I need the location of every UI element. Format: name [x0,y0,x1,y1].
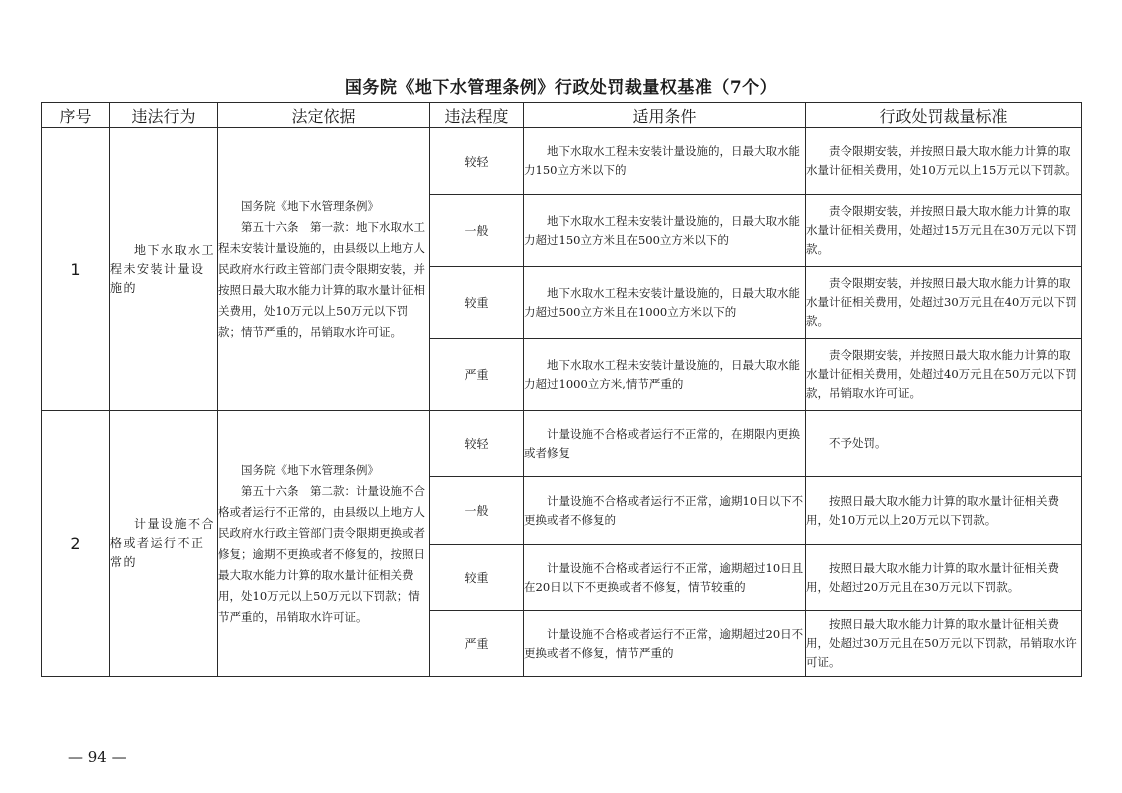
header-violation: 违法行为 [110,103,218,128]
header-legal-basis: 法定依据 [218,103,430,128]
header-condition: 适用条件 [524,103,806,128]
condition-cell [524,477,806,545]
page-number: — 94 — [68,748,127,766]
document-title: 国务院《地下水管理条例》行政处罚裁量权基准（7个） [344,78,778,98]
header-severity: 违法程度 [430,103,524,128]
violation-cell [110,411,218,677]
standard-cell [806,128,1082,195]
condition-cell [524,195,806,267]
condition-cell [524,339,806,411]
severity-cell: 较轻 [430,411,524,477]
severity-cell: 严重 [430,339,524,411]
condition-text: 地下水取水工程未安装计量设施的，日最大取水能力超过150立方米且在500立方米以下的 [524,213,800,247]
legal-basis-cell [218,128,430,411]
condition-cell [524,411,806,477]
row-index: 2 [42,411,110,677]
standard-text: 不予处罚。 [829,436,887,450]
violation-cell [110,128,218,411]
header-index: 序号 [42,103,110,128]
standard-cell [806,411,1082,477]
standard-text: 责令限期安装，并按照日最大取水能力计算的取水量计征相关费用，处超过15万元且在30万元以下罚款。 [806,204,1077,256]
standard-text: 按照日最大取水能力计算的取水量计征相关费用，处超过20万元且在30万元以下罚款。 [806,560,1059,594]
violation-text: 地下水取水工程未安装计量设施的 [110,242,216,295]
condition-cell [524,611,806,677]
condition-text: 计量设施不合格或者运行不正常，逾期10日以下不更换或者不修复的 [524,493,804,527]
condition-text: 计量设施不合格或者运行不正常，逾期超过10日且在20日以下不更换或者不修复，情节较重的 [524,560,804,594]
condition-text: 地下水取水工程未安装计量设施的，日最大取水能力超过500立方米且在1000立方米以下的 [524,285,800,319]
standard-text: 责令限期安装，并按照日最大取水能力计算的取水量计征相关费用，处超过30万元且在40万元以下罚款。 [806,276,1077,328]
standard-text: 责令限期安装，并按照日最大取水能力计算的取水量计征相关费用，处10万元以上15万元以下罚款。 [806,144,1077,177]
discretion-table [41,102,1082,677]
condition-text: 计量设施不合格或者运行不正常，逾期超过20日不更换或者不修复，情节严重的 [524,626,804,660]
standard-cell [806,339,1082,411]
header-standard: 行政处罚裁量标准 [806,103,1082,128]
standard-text: 按照日最大取水能力计算的取水量计征相关费用，处超过30万元且在50万元以下罚款，吊销取水许可证。 [806,617,1077,669]
standard-cell [806,545,1082,611]
law-title: 国务院《地下水管理条例》 [241,462,379,477]
condition-text: 计量设施不合格或者运行不正常的，在期限内更换或者修复 [524,426,800,460]
condition-text: 地下水取水工程未安装计量设施的，日最大取水能力150立方米以下的 [524,144,800,177]
legal-basis-cell [218,411,430,677]
law-body: 第五十六条 第二款：计量设施不合格或者运行不正常的，由县级以上地方人民政府水行政主管部门责令限期更换或者修复；逾期不更换或者不修复的，按照日最大取水能力计算的取水量计征相关费用，处10万元以上50万元以下罚款；情节严重的，吊销取水许可证。 [218,483,425,624]
standard-cell [806,477,1082,545]
law-title: 国务院《地下水管理条例》 [241,198,379,213]
condition-cell [524,128,806,195]
row-index: 1 [42,128,110,411]
violation-text: 计量设施不合格或者运行不正常的 [110,517,216,569]
severity-cell: 较重 [430,267,524,339]
severity-cell: 一般 [430,477,524,545]
standard-cell [806,195,1082,267]
condition-cell [524,267,806,339]
table-row [42,128,1082,195]
severity-cell: 较轻 [430,128,524,195]
table-row [42,411,1082,477]
standard-text: 责令限期安装，并按照日最大取水能力计算的取水量计征相关费用，处超过40万元且在50万元以下罚款，吊销取水许可证。 [806,348,1077,400]
severity-cell: 较重 [430,545,524,611]
condition-cell [524,545,806,611]
standard-text: 按照日最大取水能力计算的取水量计征相关费用，处10万元以上20万元以下罚款。 [806,493,1059,527]
standard-cell [806,611,1082,677]
severity-cell: 一般 [430,195,524,267]
severity-cell: 严重 [430,611,524,677]
standard-cell [806,267,1082,339]
law-body: 第五十六条 第一款：地下水取水工程未安装计量设施的，由县级以上地方人民政府水行政主管部门责令限期安装，并按照日最大取水能力计算的取水量计征相关费用，处10万元以上50万元以下罚款；情节严重的，吊销取水许可证。 [218,219,425,339]
condition-text: 地下水取水工程未安装计量设施的，日最大取水能力超过1000立方米,情节严重的 [524,357,800,391]
table-header-row [42,103,1082,128]
